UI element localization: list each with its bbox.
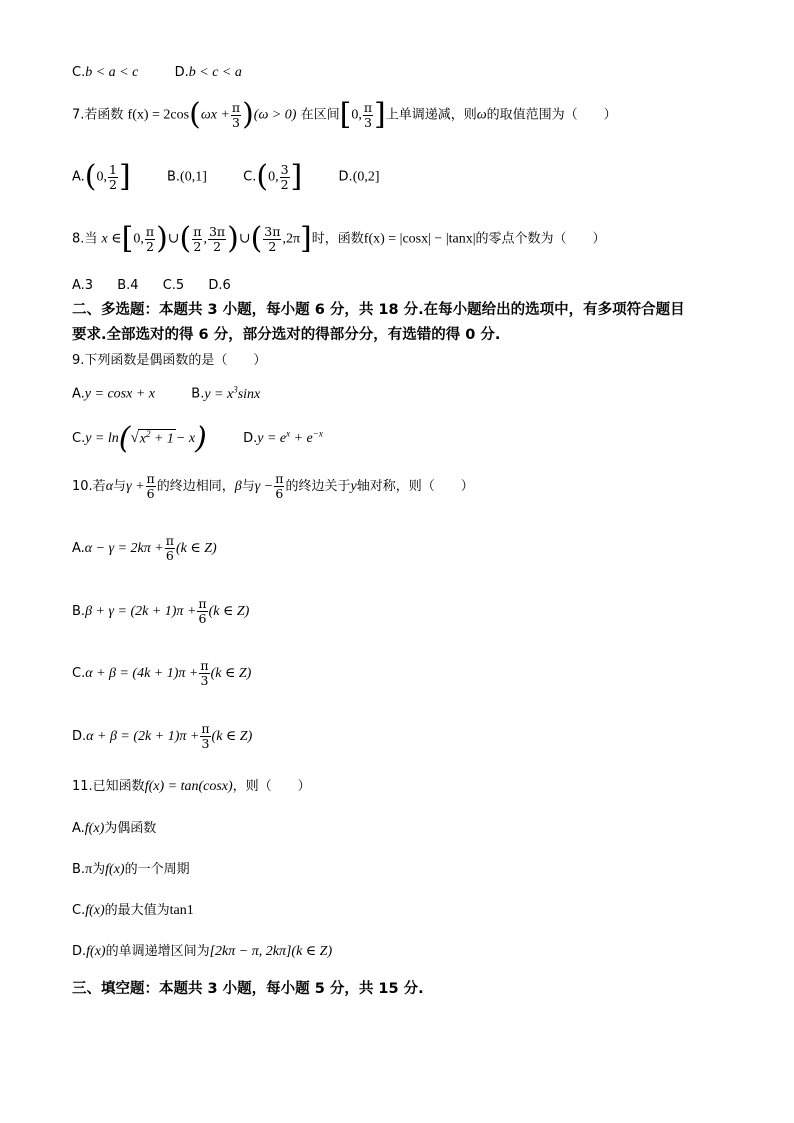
q7-int-frac: $\frac{\pi}{3}$ xyxy=(363,99,373,130)
q11-option-d xyxy=(72,945,332,959)
q9-option-d-label: D. xyxy=(243,431,258,447)
q8-cup1: ∪ xyxy=(167,231,180,247)
q8-tail: 的零点个数为（ ） xyxy=(475,231,606,247)
q10-text2: 的终边相同， xyxy=(156,479,235,494)
q9-option-b-label: B. xyxy=(191,386,205,402)
q11-lead: 11.已知函数 xyxy=(72,779,145,794)
q10-stem xyxy=(72,472,474,501)
q7-option-a-label: A. xyxy=(72,169,85,185)
q11-option-c-f: f(x) xyxy=(85,903,105,918)
q11-option-c-value: tan1 xyxy=(169,903,194,918)
q10-option-c-frac: $\frac{\pi}{3}$ xyxy=(200,658,209,688)
q7-option-c-frac: $\frac{3}{2}$ xyxy=(280,161,289,192)
q8-int3-frac: $\frac{3\pi}{2}$ xyxy=(264,223,281,254)
q7-frac: $\frac{\pi}{3}$ xyxy=(231,99,241,130)
q8-int2-frac1: $\frac{\pi}{2}$ xyxy=(193,223,202,254)
q7-option-d-label: D. xyxy=(338,169,353,185)
q7-int-a: 0, xyxy=(351,107,362,123)
q11-option-d-text: 的单调递增区间为 xyxy=(105,944,210,959)
q10-option-a-cond: (k ∈ Z) xyxy=(175,541,217,556)
q7-option-b-math: (0,1] xyxy=(180,169,207,185)
q10-text5: 轴对称，则（ ） xyxy=(356,479,474,494)
q11-option-b-f: f(x) xyxy=(105,862,125,877)
q10-option-b-math: β + γ = (2k + 1)π + xyxy=(85,604,197,619)
q10-option-b xyxy=(72,597,249,626)
q10-text4: 的终边关于 xyxy=(285,479,351,494)
q6-option-d-label: D. xyxy=(174,65,189,80)
q11-option-d-value: [2kπ − π, 2kπ](k ∈ Z) xyxy=(209,944,333,959)
q11-stem xyxy=(72,780,311,794)
q11-option-c-text: 的最大值为 xyxy=(104,903,170,918)
q9-option-b-math: $y = x^3\sin x$ xyxy=(204,384,261,402)
section3-heading: 三、填空题：本题共 3 小题，每小题 5 分，共 15 分. xyxy=(72,981,424,997)
q10-text1: 与 xyxy=(113,479,127,494)
q7-options: A.(0, $\frac{1}{2}$ ] B.(0,1] C.(0, $\frac{3}{2}$ ] D.(0,2] xyxy=(72,159,380,194)
q11-option-a-label: A. xyxy=(72,821,85,836)
q11-option-a xyxy=(72,822,156,836)
q7-option-c-label: C. xyxy=(243,169,257,185)
q10-frac1: $\frac{\pi}{6}$ xyxy=(146,471,155,501)
q10-gamma1: γ + xyxy=(126,479,145,494)
q7-option-b-label: B. xyxy=(166,169,181,185)
q8-int2-frac2: $\frac{3\pi}{2}$ xyxy=(208,223,226,254)
q10-option-c xyxy=(72,659,251,688)
q11-option-b xyxy=(72,863,190,877)
q10-option-d-math: α + β = (2k + 1)π + xyxy=(86,729,200,744)
q10-option-b-cond: (k ∈ Z) xyxy=(208,604,250,619)
q10-frac2: $\frac{\pi}{6}$ xyxy=(275,471,284,501)
q9-stem: 9.下列函数是偶函数的是（ ） xyxy=(72,353,267,368)
q10-option-d-frac: $\frac{\pi}{3}$ xyxy=(201,721,210,751)
q10-option-a-math: α − γ = 2kπ + xyxy=(84,541,164,556)
q9-option-d-math: $y = e^x + e^{-x}$ xyxy=(257,428,323,447)
q10-option-b-label: B. xyxy=(72,604,86,619)
q8-xin: x ∈ xyxy=(101,231,122,247)
q7-cond: (ω > 0) xyxy=(253,107,297,123)
q11-option-c-label: C. xyxy=(72,903,86,918)
q8-stem: 8.当 x ∈[0, $\frac{\pi}{2}$ )∪( $\frac{\pi}{2}$ , $\frac{3\pi}{2}$ )∪( $\frac{3\pi}{2}$ ,2π]时，函数f(x) = |cosx| − |tanx|的零点个数为（ ） xyxy=(72,221,606,256)
q11-option-a-text: 为偶函数 xyxy=(104,821,157,836)
q10-alpha: α xyxy=(105,479,114,494)
q8-option-a: A.3 xyxy=(72,278,94,293)
q7-option-a-frac: $\frac{1}{2}$ xyxy=(109,161,117,192)
q7-expr-b: ωx + xyxy=(200,107,230,123)
q7-option-d-math: (0,2] xyxy=(352,169,380,185)
q7-tail2: 的取值范围为（ ） xyxy=(486,107,617,123)
q6-option-c-label: C. xyxy=(72,65,86,80)
q11-option-d-label: D. xyxy=(72,944,87,959)
q11-option-a-f: f(x) xyxy=(84,821,105,836)
section2-heading-line1: 二、多选题：本题共 3 小题，每小题 6 分，共 18 分.在每小题给出的选项中，有多项符合题目 xyxy=(72,302,685,318)
q11-tail: ，则（ ） xyxy=(232,779,311,794)
q8-int1-frac: $\frac{\pi}{2}$ xyxy=(145,223,155,254)
q8-option-c: C.5 xyxy=(162,278,185,293)
q11-option-d-f: f(x) xyxy=(86,944,106,959)
q8-int1-pre: 0, xyxy=(133,231,144,247)
q9-option-a-label: A. xyxy=(72,386,85,402)
q11-option-b-label: B. xyxy=(72,862,86,877)
q11-fx: f(x) = tan(cosx) xyxy=(144,779,233,794)
q7-stem: 7.若函数 f(x) = 2cos(ωx + $\frac{\pi}{3}$ )(ω > 0) 在区间[0, $\frac{\pi}{3}$ ]上单调递减，则ω的取值范围为（ ） xyxy=(72,97,617,132)
q10-text3: 与 xyxy=(241,479,255,494)
q7-tail: 上单调递减，则 xyxy=(385,107,477,123)
q7-mid: 在区间 xyxy=(300,107,340,123)
q11-option-b-pi: π xyxy=(85,862,93,877)
q7-option-c-pre: 0, xyxy=(268,169,279,185)
q8-lead: 8.当 xyxy=(72,231,98,247)
q8-fx: f(x) = |cosx| − |tanx| xyxy=(363,231,476,247)
q11-option-c xyxy=(72,904,194,918)
q8-option-d: D.6 xyxy=(208,278,231,293)
q6-options xyxy=(72,66,242,80)
q9-options-cd xyxy=(72,421,323,456)
q10-y: y xyxy=(350,479,357,494)
q10-gamma2: γ − xyxy=(254,479,274,494)
q10-option-a-label: A. xyxy=(72,541,85,556)
q9-options-ab xyxy=(72,385,260,402)
q7-expr-a: f(x) = 2cos xyxy=(127,107,190,123)
q10-option-c-cond: (k ∈ Z) xyxy=(210,666,252,681)
q10-option-a-frac: $\frac{\pi}{6}$ xyxy=(165,533,174,563)
q10-lead: 10.若 xyxy=(72,479,106,494)
q6-option-d-math: b < c < a xyxy=(188,65,242,80)
q6-option-c-math: b < a < c xyxy=(85,65,139,80)
q8-options xyxy=(72,279,231,292)
q8-option-b: B.4 xyxy=(117,278,139,293)
q10-option-a xyxy=(72,534,217,563)
q7-omega: ω xyxy=(476,107,487,123)
q10-option-c-math: α + β = (4k + 1)π + xyxy=(85,666,199,681)
q9-option-c-math: $y = \ln(√x^2 + 1 - x)$ xyxy=(85,421,207,456)
q11-option-b-text2: 的一个周期 xyxy=(124,862,190,877)
q10-option-d xyxy=(72,722,252,751)
q10-option-c-label: C. xyxy=(72,666,86,681)
q9-option-c-label: C. xyxy=(72,431,86,447)
q8-int3-post: ,2π xyxy=(282,231,301,247)
q10-option-d-cond: (k ∈ Z) xyxy=(211,729,253,744)
q9-option-a-math: y = cosx + x xyxy=(84,386,155,402)
section2-heading-line2: 要求.全部选对的得 6 分，部分选对的得部分分，有选错的得 0 分. xyxy=(72,327,501,343)
q7-lead: 7.若函数 xyxy=(72,107,124,123)
q8-cup2: ∪ xyxy=(238,231,251,247)
q8-mid: 时，函数 xyxy=(311,231,364,247)
q10-option-d-label: D. xyxy=(72,729,87,744)
q11-option-b-text1: 为 xyxy=(92,862,106,877)
q7-option-a-pre: 0, xyxy=(96,169,108,185)
q10-option-b-frac: $\frac{\pi}{6}$ xyxy=(198,596,207,626)
q10-beta: β xyxy=(234,479,242,494)
